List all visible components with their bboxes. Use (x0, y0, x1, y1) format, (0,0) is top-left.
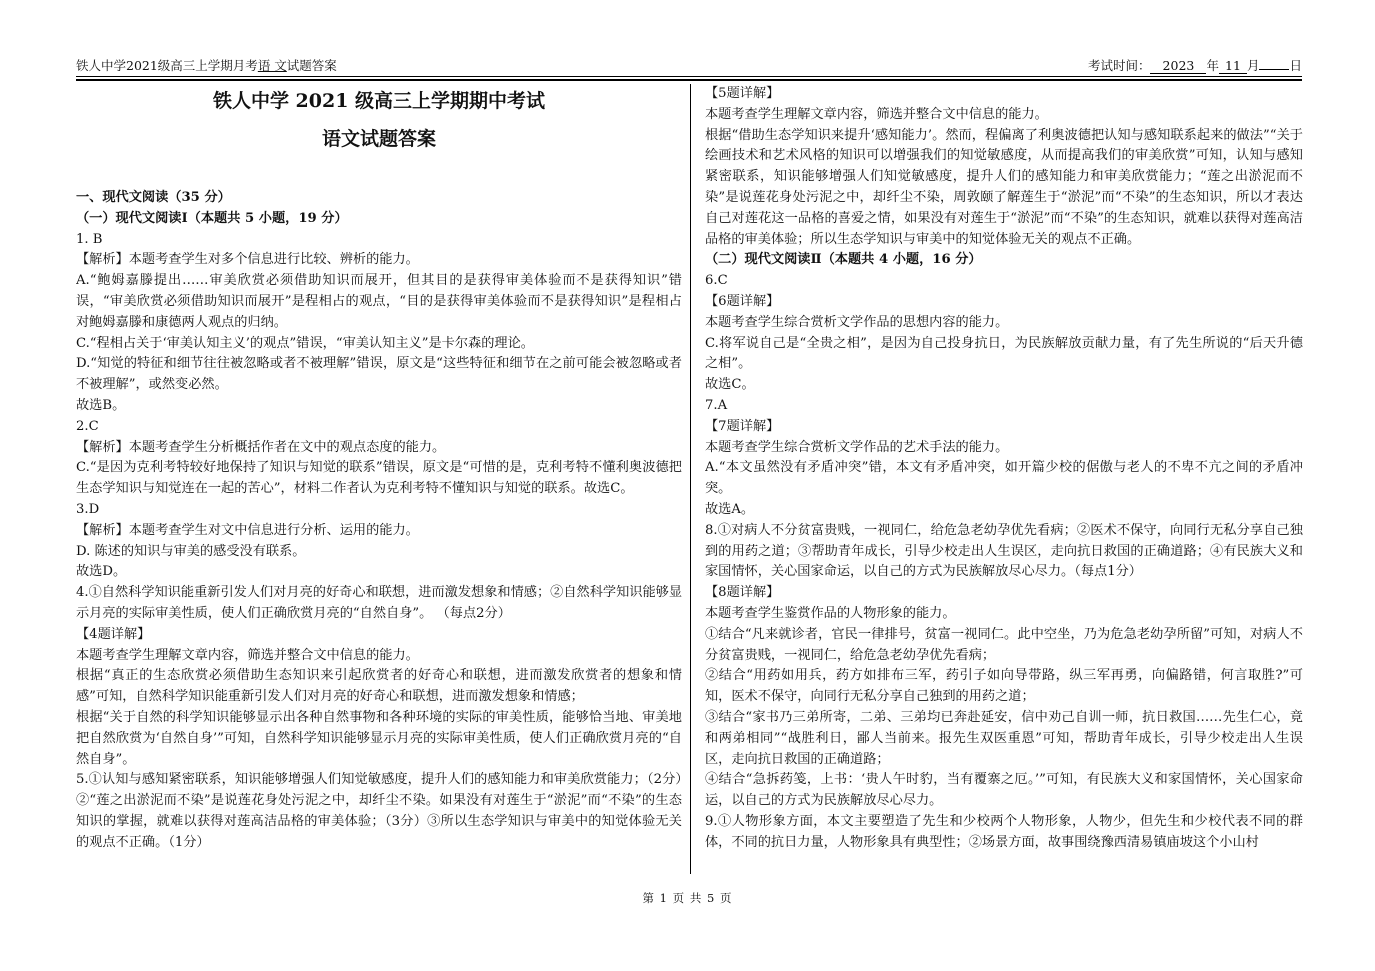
answer-paragraph: 7.A (705, 397, 728, 413)
answer-paragraph: 4.①自然科学知识能重新引发人们对月亮的好奇心和联想，进而激发想象和情感；②自然科学知识能够显示月亮的实际审美性质，使人们正确欣赏月亮的“自然自身”。 （每点2分） (76, 585, 682, 621)
answer-paragraph: A.“本文虽然没有矛盾冲突”错，本文有矛盾冲突，如开篇少校的倨傲与老人的不卑不亢之间的矛盾冲突。 (705, 460, 1303, 497)
answer-paragraph: 【7题详解】 (705, 418, 780, 434)
answer-paragraph: 6.C (705, 273, 728, 289)
title-spacing (76, 154, 682, 188)
year-unit: 年 (1206, 58, 1219, 73)
answer-paragraph: 本题考查学生理解文章内容，筛选并整合文中信息的能力。 (76, 647, 419, 663)
answer-paragraph: 本题考查学生鉴赏作品的人物形象的能力。 (705, 605, 956, 621)
answer-paragraph: 根据“真正的生态欣赏必须借助生态知识来引起欣赏者的好奇心和联想，进而激发欣赏者的想象和情感”可知，自然科学知识能重新引发人们对月亮的好奇心和联想，进而激发想象和情感； (76, 668, 682, 705)
header-doc-type: 试题答案 (286, 58, 337, 73)
day-unit: 日 (1289, 58, 1302, 73)
answer-paragraph: ③结合“家书乃三弟所寄，二弟、三弟均已奔赴延安，信中劝己自训一师，抗日救国……先生仁心，竟和两弟相同”“战胜利日，鄙人当前来。报先生双医重恩”可知，帮助青年成长，引导少校走出人生误区，走向抗日救国的正确道路； (705, 709, 1303, 767)
header-left (76, 56, 337, 76)
column-divider (690, 84, 691, 874)
answer-paragraph: D. 陈述的知识与审美的感受没有联系。 (76, 543, 306, 559)
answer-paragraph: ②结合“用药如用兵，药方如排布三军，药引子如向导带路，纵三军再勇，向偏路错，何言取胜?”可知，医术不保守，向同行无私分享自己独到的用药之道； (705, 668, 1303, 705)
exam-time-label: 考试时间： (1087, 58, 1151, 73)
answer-paragraph: 【4题详解】 (76, 626, 151, 642)
right-column (705, 84, 1303, 874)
answer-paragraph: 2.C (76, 418, 99, 434)
answer-paragraph: 【解析】本题考查学生对多个信息进行比较、辨析的能力。 (76, 252, 419, 268)
right-column-body (705, 84, 1303, 853)
answer-paragraph: 【8题详解】 (705, 585, 780, 601)
answer-paragraph: C.“程相占关于‘审美认知主义’的观点”错误，“审美认知主义”是卡尔森的理论。 (76, 335, 534, 351)
page-footer: 第 1 页 共 5 页 (642, 891, 733, 905)
month-unit: 月 (1246, 58, 1260, 73)
answer-paragraph: 故选A。 (705, 501, 755, 517)
answer-paragraph: 【解析】本题考查学生分析概括作者在文中的观点态度的能力。 (76, 439, 446, 455)
answer-paragraph: 3.D (76, 501, 100, 517)
answer-paragraph: 一、现代文阅读（35 分） (76, 190, 231, 205)
answer-paragraph: 【5题详解】 (705, 86, 780, 101)
answer-paragraph: 5.①认知与感知紧密联系，知识能够增强人们知觉敏感度，提升人们的感知能力和审美欣赏能力；（2分）②“莲之出淤泥而不染”是说莲花身处污泥之中，却纤尘不染。如果没有对莲生于“淤泥”而“不染”的生态知识的掌握，就难以获得对莲高洁品格的审美体验；（3分）③所以生态学知识与审美中的知觉体验无关的观点不正确。（1分） (76, 772, 682, 850)
header-double-rule (76, 79, 1302, 81)
answer-paragraph: 本题考查学生理解文章内容，筛选并整合文中信息的能力。 (705, 106, 1048, 122)
answer-paragraph: 本题考查学生综合赏析文学作品的思想内容的能力。 (705, 314, 1009, 330)
exam-year: 2023 (1150, 59, 1206, 74)
answer-paragraph: 【解析】本题考查学生对文中信息进行分析、运用的能力。 (76, 522, 419, 538)
header-subject: 语 文 (257, 58, 287, 73)
answer-paragraph: ①结合“凡来就诊者，官民一律排号，贫富一视同仁。此中空坐，乃为危急老幼孕所留”可知，对病人不分贫富贵贱，一视同仁，给危急老幼孕优先看病； (705, 626, 1303, 663)
document-subtitle: 语文试题答案 (321, 128, 436, 150)
exam-day-blank (1259, 69, 1289, 70)
answer-paragraph: （二）现代文阅读Ⅱ（本题共 4 小题，16 分） (705, 252, 982, 268)
left-column-body (76, 188, 682, 854)
answer-paragraph: （一）现代文阅读Ⅰ（本题共 5 小题，19 分） (76, 210, 348, 226)
document-title: 铁人中学 2021 级高三上学期期中考试 (212, 90, 546, 112)
header-school-exam: 铁人中学2021级高三上学期月考 (76, 58, 258, 73)
answer-paragraph: ④结合“急拆药笺，上书：‘贵人午时豹，当有覆寨之厄。’”可知，有民族大义和家国情怀，关心国家命运，以自己的方式为民族解放尽心尽力。 (705, 772, 1303, 809)
answer-paragraph: 根据“关于自然的科学知识能够显示出各种自然事物和各种环境的实际的审美性质，能够恰当地、审美地把自然欣赏为‘自然自身’”可知，自然科学知识能够显示月亮的实际审美性质，使人们正确欣赏月亮的“自然自身”。 (76, 709, 682, 767)
left-column (76, 84, 682, 874)
answer-paragraph: 8.①对病人不分贫富贵贱，一视同仁，给危急老幼孕优先看病；②医术不保守，向同行无私分享自己独到的用药之道；③帮助青年成长，引导少校走出人生误区，走向抗日救国的正确道路；④有民族大义和家国情怀，关心国家命运，以自己的方式为民族解放尽心尽力。（每点1分） (705, 522, 1303, 580)
answer-paragraph: D.“知觉的特征和细节往往被忽略或者不被理解”错误，原文是“这些特征和细节在之前可能会被忽略或者不被理解”，或然变必然。 (76, 356, 682, 393)
answer-paragraph: C.“是因为克利考特较好地保持了知识与知觉的联系”错误，原文是“可惜的是，克利考特不懂利奥波德把生态学知识与知觉连在一起的苦心”，材料二作者认为克利考特不懂知识与知觉的联系。故选C。 (76, 460, 682, 497)
answer-paragraph: 【6题详解】 (705, 293, 780, 309)
header-exam-time (1088, 56, 1302, 76)
answer-paragraph: 故选C。 (705, 377, 755, 393)
page-header (76, 56, 1302, 77)
exam-month: 11 (1219, 59, 1247, 74)
answer-paragraph: 9.①人物形象方面，本文主要塑造了先生和少校两个人物形象，人物少，但先生和少校代表不同的群体，不同的抗日力量，人物形象具有典型性；②场景方面，故事围绕豫西清易镇庙坡这个小山村 (705, 813, 1303, 850)
answer-paragraph: 故选B。 (76, 397, 126, 413)
answer-paragraph: C.将军说自己是“全贵之相”，是因为自己投身抗日，为民族解放贡献力量，有了先生所说的“后天升德之相”。 (705, 335, 1303, 372)
answer-paragraph: 本题考查学生综合赏析文学作品的艺术手法的能力。 (705, 439, 1009, 455)
answer-paragraph: 根据“借助生态学知识来提升‘感知能力’。然而，程偏离了利奥波德把认知与感知联系起来的做法”“关于绘画技术和艺术风格的知识可以增强我们的知觉敏感度，从而提高我们的审美欣赏”可知，认知与感知紧密联系，知识能够增强人们知觉敏感度，提升人们的感知能力和审美欣赏能力；“莲之出淤泥而不染”是说莲花身处污泥之中，却纤尘不染，周敦颐了解莲生于“淤泥”而“不染”的生态知识，所以才表达自己对莲花这一品格的喜爱之情，如果没有对莲生于“淤泥”而“不染”的生态知识，就难以获得对莲高洁品格的审美体验；所以生态学知识与审美中的知觉体验无关的观点不正确。 (705, 127, 1303, 247)
answer-paragraph: 1. B (76, 231, 103, 247)
answer-paragraph: 故选D。 (76, 564, 127, 580)
answer-paragraph: A.“鲍姆嘉滕提出……审美欣赏必须借助知识而展开，但其目的是获得审美体验而不是获得知识”错误，“审美欣赏必须借助知识而展开”是程相占的观点，“目的是获得审美体验而不是获得知识”是程相占对鲍姆嘉滕和康德两人观点的归纳。 (76, 273, 682, 330)
